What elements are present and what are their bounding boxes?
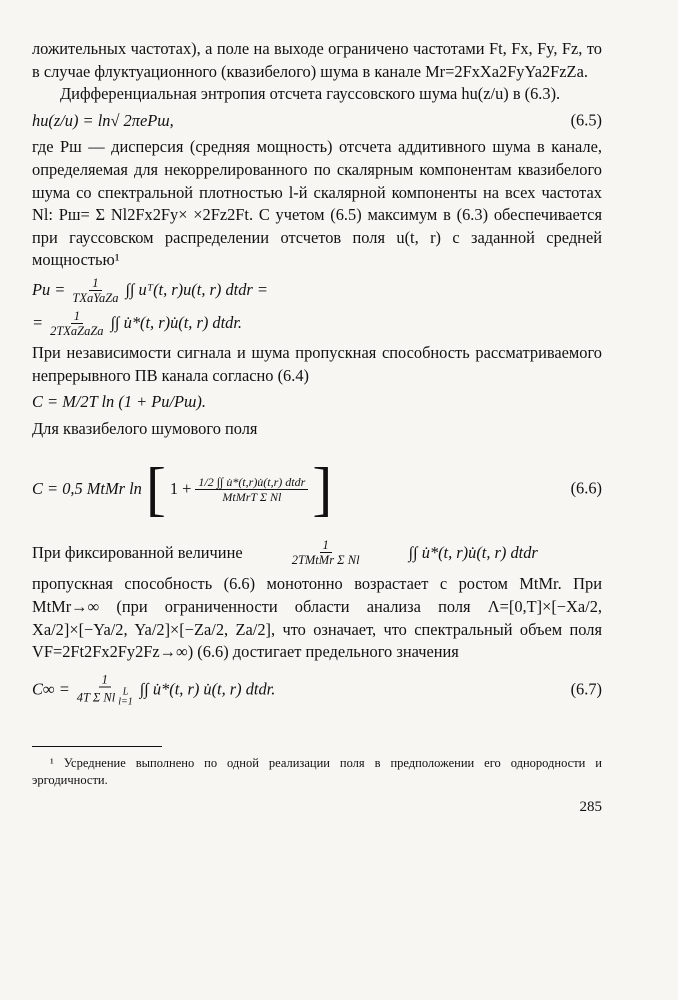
eq66-lhs: C = 0,5 MtMr ln [32,479,142,499]
equation-6-5-number: (6.5) [570,110,602,130]
paragraph-6: При фиксированной величине $\frac{1}{\text{2TMtMr Σ Nl}}$ ∫∫ u̇*(t, r)u̇(t, r) dtdr [32,538,538,568]
equation-pu-line1 [32,276,602,305]
eq66-fraction: $\frac{\text{1/2 ∫∫ u̇*(t,r)u̇(t,r) dtdr}}{\text{MtMrT Σ Nl}}$ [195,475,308,504]
footnote-divider [32,746,162,747]
pu-fraction-1: $\frac{1}{\text{TXaYaZa}}$ [72,275,119,305]
pu-fraction-2: $\frac{1}{\text{2TXaZaZa}}$ [50,308,104,338]
equation-6-7: C∞ = 1 4T Σ Nl L l=1 ∫∫ u̇*(t, r) u̇(t, r) dtdr. (6.7) [32,672,602,708]
equation-6-6: C = 0,5 MtMr ln [ 1 + $\frac{\text{1/2 ∫∫ u̇*(t,r)u̇(t,r) dtdr}}{\text{MtMrT Σ Nl}}$ ] (6.6) [32,456,602,523]
para6-fraction: $\frac{1}{\text{2TMtMr Σ Nl}}$ [291,538,360,568]
pu-lhs: Pu = [32,280,66,300]
paragraph-3: где Pш — дисперсия (средняя мощность) отсчета аддитивного шума в канале, определяемая для некоррелированного по скалярным компонентам квазибелого шума со спектральной плотностью l-й скалярной компоненты на всех частотах Nl: Pш= Σ Nl2Fx2Fy× ×2Fz2Ft. С учетом (6.5) максимум в (6.3) обеспечивается при гауссовском распределении отсчетов поля u(t, r) с заданной средней мощностью¹ [32,137,602,270]
paragraph-2: Дифференциальная энтропия отсчета гауссовского шума hu(z/u) в (6.3). [60,84,561,104]
sum-sign: L l=1 [118,686,133,708]
equation-pu-line2: = $\frac{1}{\text{2TXaZaZa}}$ ∫∫ u̇*(t, r)u̇(t, r) dtdr. [32,308,243,338]
page-body [32,38,602,816]
equation-c: C = M/2T ln (1 + Pu/Pш). [32,392,206,412]
equation-6-5 [32,110,602,133]
paragraph-4: При независимости сигнала и шума пропускная способность рассматриваемого непрерывного ПВ канала согласно (6.4) [32,342,602,385]
equation-6-5-body: hu(z/u) = ln√ 2πePш, [32,110,174,130]
paragraph-7: пропускная способность (6.6) монотонно возрастает с ростом MtMr. При MtMr→∞ (при ограниченности области анализа поля Λ=[0,T]×[−Xa/2, Xa/2]×[−Ya/2, Ya/2]×[−Za/2, Za/2], что означает, что спектральный объем поля VF=2Ft2Fx2Fy2Fz→∞) (6.6) достигает предельного значения [32,574,602,662]
equation-6-7-number: (6.7) [570,679,602,699]
footnote: ¹ Усреднение выполнено по одной реализации поля в предположении его однородности и эргодичности. [32,755,602,787]
paragraph-1: ложительных частотах), а поле на выходе ограничено частотами Ft, Fx, Fy, Fz, то в случае флуктуационного (квазибелого) шума в канале Mr=2FxXa2FyYa2FzZa. [32,39,602,81]
equation-6-6-number: (6.6) [570,479,602,499]
pu-rhs-2: ∫∫ u̇*(t, r)u̇(t, r) dtdr. [110,313,243,333]
page-number: 285 [579,799,602,816]
pu-rhs-1: ∫∫ uᵀ(t, r)u(t, r) dtdr = [125,280,268,300]
eq67-fraction: 1 4T Σ Nl L l=1 [76,672,133,708]
paragraph-5: Для квазибелого шумового поля [32,418,258,438]
